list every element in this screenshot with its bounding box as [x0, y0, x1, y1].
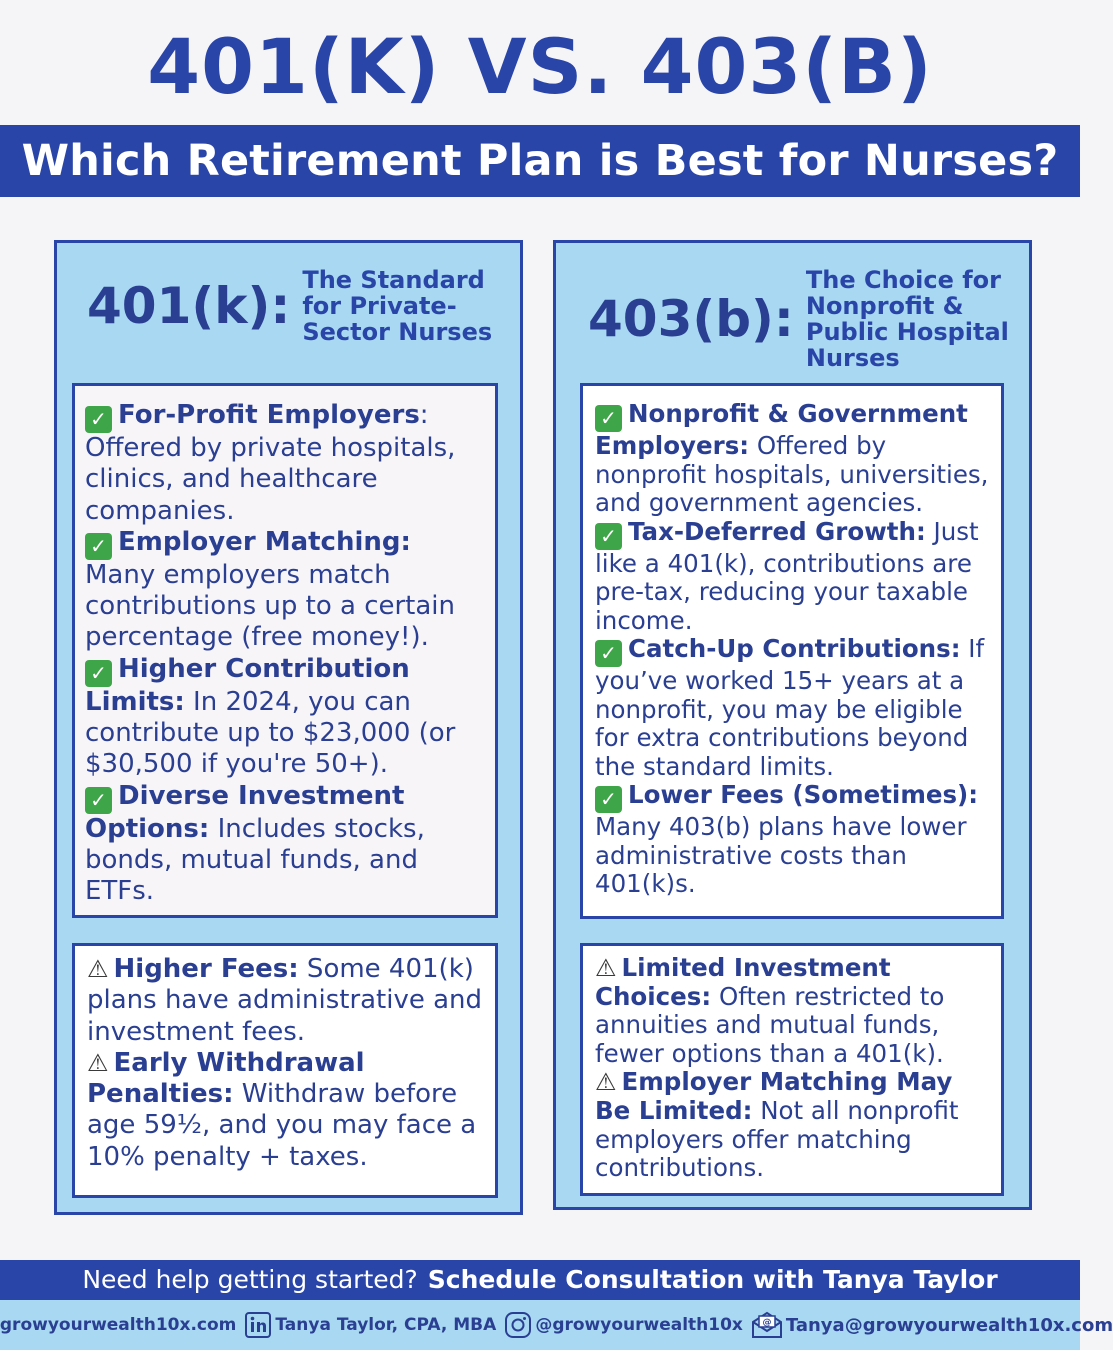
website-link[interactable] — [0, 1310, 236, 1340]
check-icon: ✓ — [85, 533, 112, 560]
list-item — [87, 954, 483, 1048]
footer-cta — [0, 1260, 1080, 1300]
email-icon — [751, 1311, 783, 1339]
item-title: Diverse Investment Options: — [85, 780, 405, 844]
item-text: Not all nonprofit employers offer matching contributions. — [595, 1095, 959, 1183]
item-text: Some 401(k) plans have administrative and investment fees. — [87, 954, 483, 1047]
instagram-text: @growyourwealth10x — [535, 1315, 743, 1335]
website-text: growyourwealth10x.com — [0, 1315, 237, 1335]
list-item — [595, 518, 989, 636]
item-text: Withdraw before age 59½, and you may face a 10% penalty + taxes. — [87, 1079, 477, 1172]
list-item — [595, 400, 989, 518]
main-title: 401(K) VS. 403(B) — [147, 22, 933, 111]
item-title: Lower Fees (Sometimes): — [628, 780, 979, 809]
item-text: In 2024, you can contribute up to $23,000 (or $30,500 if you're 50+). — [85, 686, 456, 780]
item-title: Higher Fees: — [113, 954, 299, 984]
item-text: Includes stocks, bonds, mutual funds, and ETFs. — [85, 813, 425, 907]
plan-code: 401(k): — [87, 277, 291, 335]
check-icon: ✓ — [85, 787, 112, 814]
list-item — [595, 781, 989, 899]
linkedin-link[interactable] — [244, 1311, 496, 1339]
item-title: Employer Matching May Be Limited: — [595, 1067, 953, 1125]
item-text: Many employers match contributions up to a certain percentage (free money!). — [85, 559, 456, 653]
check-icon: ✓ — [85, 406, 112, 433]
schedule-consultation-link[interactable]: Schedule Consultation with Tanya Taylor — [427, 1265, 998, 1294]
item-text: Often restricted to annuities and mutual funds, fewer options than a 401(k). — [595, 981, 945, 1068]
check-icon: ✓ — [85, 660, 112, 687]
column-403b — [553, 240, 1032, 1210]
item-text: Many 403(b) plans have lower administrative costs than 401(k)s. — [595, 812, 967, 898]
check-icon: ✓ — [595, 786, 622, 813]
plan-code: 403(b): — [588, 290, 794, 348]
item-title: Nonprofit & Government Employers: — [595, 399, 968, 460]
list-item — [85, 781, 485, 908]
item-title: Tax-Deferred Growth: — [628, 516, 926, 546]
item-text: Offered by nonprofit hospitals, universities, and government agencies. — [595, 431, 989, 517]
item-text: Just like a 401(k), contributions are pre-tax, reducing your taxable income. — [595, 516, 979, 635]
item-title: Higher Contribution Limits: — [85, 653, 410, 717]
warning-icon: ⚠ — [87, 1048, 109, 1077]
footer-contacts — [0, 1300, 1113, 1350]
item-title: For-Profit Employers — [118, 400, 420, 430]
cons-box — [580, 943, 1004, 1196]
svg-text:@: @ — [762, 1318, 772, 1328]
instagram-link[interactable] — [504, 1311, 743, 1339]
check-icon: ✓ — [595, 640, 622, 667]
pros-box — [72, 383, 498, 918]
column-header — [87, 267, 512, 345]
subtitle-band: Which Retirement Plan is Best for Nurses? — [0, 125, 1080, 197]
warning-icon: ⚠ — [87, 955, 109, 983]
cons-box — [72, 943, 498, 1198]
plan-tagline: The Standard for Private-Sector Nurses — [302, 266, 493, 346]
warning-icon: ⚠ — [595, 1068, 617, 1097]
list-item — [595, 635, 989, 781]
warning-icon: ⚠ — [595, 954, 617, 982]
linkedin-icon — [244, 1311, 272, 1339]
list-item — [85, 654, 485, 781]
pros-box — [580, 383, 1004, 919]
check-icon: ✓ — [595, 405, 622, 432]
instagram-icon — [504, 1311, 532, 1339]
cta-prefix: Need help getting started? — [82, 1265, 418, 1294]
list-item — [85, 400, 485, 527]
item-title: Catch-Up Contributions: — [628, 634, 961, 663]
email-text: Tanya@growyourwealth10x.com — [785, 1314, 1113, 1336]
check-icon: ✓ — [595, 523, 622, 550]
linkedin-text: Tanya Taylor, CPA, MBA — [275, 1315, 497, 1335]
list-item — [87, 1048, 483, 1173]
column-401k — [54, 240, 523, 1215]
list-item — [85, 527, 485, 654]
item-text: : Offered by private hospitals, clinics, and healthcare companies. — [85, 400, 456, 526]
column-header — [588, 267, 1016, 371]
item-text: If you’ve worked 15+ years at a nonprofit, you may be eligible for extra contributions beyond the standard limits. — [595, 634, 985, 781]
list-item — [595, 954, 989, 1068]
item-title: Employer Matching: — [118, 526, 411, 557]
list-item — [595, 1068, 989, 1182]
plan-tagline: The Choice for Nonprofit & Public Hospital Nurses — [805, 266, 1009, 372]
item-title: Limited Investment Choices: — [595, 953, 891, 1011]
email-link[interactable] — [751, 1311, 1113, 1339]
item-title: Early Withdrawal Penalties: — [87, 1047, 365, 1110]
